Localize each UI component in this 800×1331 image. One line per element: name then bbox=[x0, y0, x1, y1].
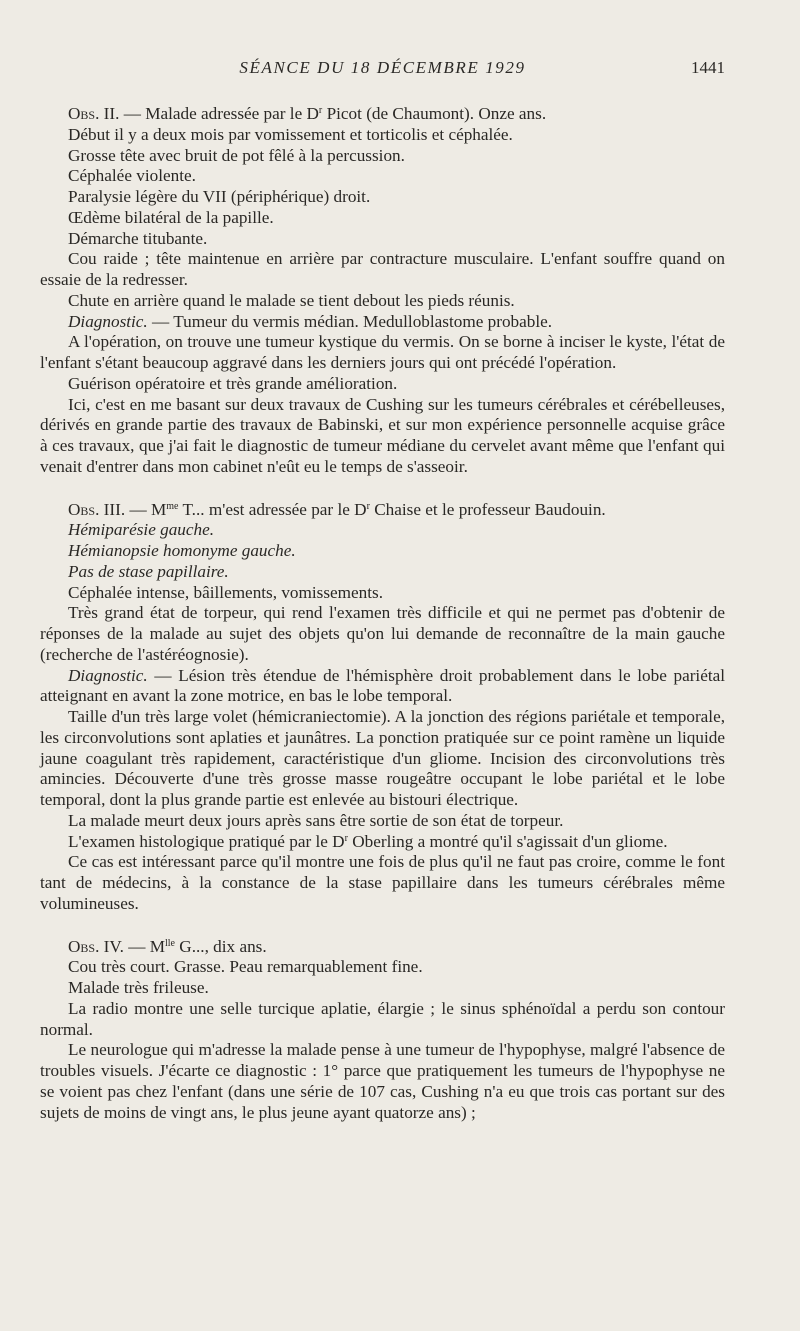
obs3-line: Céphalée intense, bâillements, vomissements. bbox=[68, 582, 384, 602]
obs4-paragraph: La radio montre une selle turcique aplatie, élargie ; le sinus sphénoïdal a perdu son contour normal. bbox=[40, 998, 725, 1039]
obs2-line: Céphalée violente. bbox=[68, 166, 196, 186]
page-header bbox=[40, 58, 725, 84]
obs2-line: Grosse tête avec bruit de pot fêlé à la percussion. bbox=[68, 145, 405, 165]
obs3-paragraph: La malade meurt deux jours après sans être sortie de son état de torpeur. bbox=[68, 810, 564, 830]
page-number: 1441 bbox=[691, 58, 725, 77]
obs3-paragraph: Ce cas est intéressant parce qu'il montre une fois de plus qu'il ne faut pas croire, comme le font tant de médecins, à la constance de la stase papillaire dans les tumeurs cérébrales même volumineuses. bbox=[40, 852, 725, 913]
obs3-italic-line: Hémianopsie homonyme gauche. bbox=[68, 541, 296, 560]
obs2-diagnostic: Diagnostic. — Tumeur du vermis médian. Medulloblastome probable. bbox=[68, 311, 553, 331]
obs2-heading: Obs. II. — Malade adressée par le $D^r$ Picot (de Chaumont). Onze ans. bbox=[68, 104, 547, 123]
obs3-label: Obs. III. bbox=[68, 499, 126, 519]
obs2-line: Début il y a deux mois par vomissement et torticolis et céphalée. bbox=[68, 124, 513, 144]
obs2-paragraph: A l'opération, on trouve une tumeur kystique du vermis. On se borne à inciser le kyste, l'état de l'enfant s'étant beaucoup aggravé dans les derniers jours qui ont précédé l'opération. bbox=[40, 332, 725, 372]
article-body bbox=[40, 104, 725, 1123]
obs2-paragraph: Ici, c'est en me basant sur deux travaux de Cushing sur les tumeurs cérébrales et cérébelleuses, dérivés en grande partie des travaux de Babinski, et sur mon expérience personnelle acquise grâce à ces travaux, que j'ai fait le diagnostic de tumeur médiane du cervelet avant même que l'enfant qui venait d'entrer dans mon cabinet n'eût eu le temps de s'asseoir. bbox=[40, 394, 725, 476]
obs3-paragraph: Très grand état de torpeur, qui rend l'examen très difficile et qui ne permet pas d'obtenir de réponses de la malade au sujet des objets qu'on lui demande de reconnaître de la main gauche (recherche de l'astéréognosie). bbox=[40, 603, 725, 664]
obs4-heading: Obs. IV. — $M^{lle}$ G..., dix ans. bbox=[68, 936, 267, 956]
obs4-label: Obs. IV. bbox=[68, 936, 124, 956]
obs3-histology: L'examen histologique pratiqué par le $D^r$ Oberling a montré qu'il s'agissait d'un gliome. bbox=[68, 831, 668, 851]
obs2-line: Guérison opératoire et très grande amélioration. bbox=[68, 373, 398, 393]
obs2-line: Œdème bilatéral de la papille. bbox=[68, 207, 274, 227]
obs2-line: Démarche titubante. bbox=[68, 228, 208, 248]
obs4-line: Malade très frileuse. bbox=[68, 978, 209, 997]
obs4-paragraph: Le neurologue qui m'adresse la malade pense à une tumeur de l'hypophyse, malgré l'absence de troubles visuels. J'écarte ce diagnostic : 1° parce que pratiquement les tumeurs de l'hypophyse ne se voient pas chez l'enfant (dans une série de 107 cas, Cushing n'a eu que trois cas portant sur des sujets de moins de vingt ans, le plus jeune ayant quatorze ans) ; bbox=[40, 1040, 725, 1122]
obs3-paragraph: Taille d'un très large volet (hémicraniectomie). A la jonction des régions pariétale et temporale, les circonvolutions sont aplaties et jaunâtres. La ponction pratiquée sur ce point ramène un liquide jaune coagulant très rapidement, caractéristique d'un gliome. Incision des circonvolutions très amincies. Découverte d'une très grosse masse rougeâtre occupant le lobe pariétal et le lobe temporal, dont la plus grande partie est enlevée au bistouri électrique. bbox=[40, 707, 725, 809]
obs3-diagnostic: Diagnostic. — Lésion très étendue de l'hémisphère droit probablement dans le lobe pariétal atteignant en avant la zone motrice, en bas le lobe temporal. bbox=[40, 665, 725, 706]
obs4-line: Cou très court. Grasse. Peau remarquablement fine. bbox=[68, 957, 423, 977]
obs2-line: Chute en arrière quand le malade se tient debout les pieds réunis. bbox=[68, 290, 515, 310]
obs2-line: Paralysie légère du VII (périphérique) droit. bbox=[68, 187, 371, 206]
obs3-italic-line: Pas de stase papillaire. bbox=[68, 561, 229, 581]
obs3-italic-line: Hémiparésie gauche. bbox=[68, 520, 215, 540]
obs2-paragraph: Cou raide ; tête maintenue en arrière par contracture musculaire. L'enfant souffre quand on essaie de la redresser. bbox=[40, 249, 725, 289]
obs3-heading: Obs. III. — $M^{me}$ T... m'est adressée par le $D^r$ Chaise et le professeur Baudouin. bbox=[68, 499, 606, 519]
obs2-label: Obs. II. bbox=[68, 104, 120, 123]
running-title: SÉANCE DU 18 DÉCEMBRE 1929 bbox=[239, 58, 526, 77]
